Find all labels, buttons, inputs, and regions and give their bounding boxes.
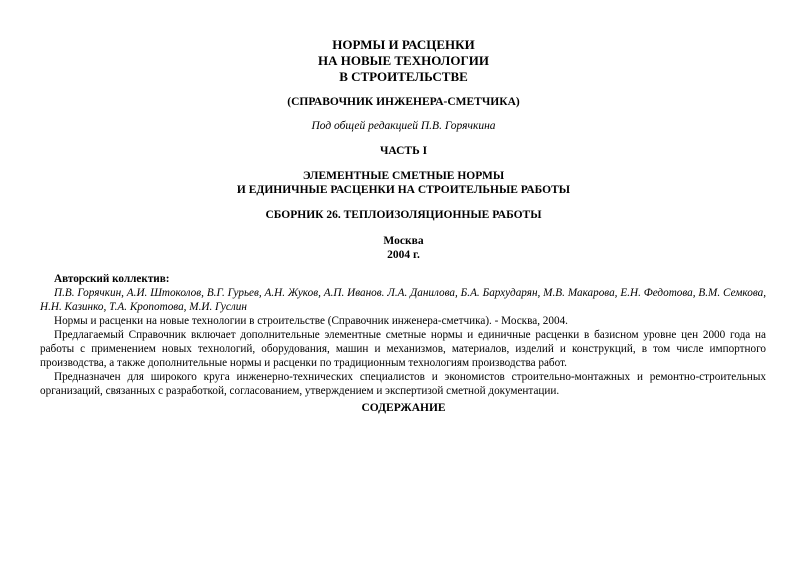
editor-line: Под общей редакцией П.В. Горячкина: [311, 120, 496, 132]
norms-line-2: И ЕДИНИЧНЫЕ РАСЦЕНКИ НА СТРОИТЕЛЬНЫЕ РАБОТЫ: [236, 184, 571, 196]
authors-label: Авторский коллектив:: [54, 273, 170, 285]
publication-place: [0, 234, 807, 262]
authors-names: П.В. Горячкин, А.И. Штоколов, В.Г. Гурьев, А.Н. Жуков, А.П. Иванов. Л.А. Данилова, Б.А. Бархударян, М.В. Макарова, Е.Н. Федотова, В.М. Семкова, Н.Н. Казинко, Т.А. Кропотова, М.И. Гуслин: [40, 287, 766, 313]
collection-heading: СБОРНИК 26. ТЕПЛОИЗОЛЯЦИОННЫЕ РАБОТЫ: [265, 209, 542, 221]
reference-line: Нормы и расценки на новые технологии в строительстве (Справочник инженера-сметчика). - Москва, 2004.: [54, 315, 568, 327]
document-subtitle: (СПРАВОЧНИК ИНЖЕНЕРА-СМЕТЧИКА): [287, 96, 520, 108]
contents-heading: СОДЕРЖАНИЕ: [361, 402, 446, 414]
title-line-2: НА НОВЫЕ ТЕХНОЛОГИИ: [318, 53, 489, 68]
city: Москва: [383, 235, 424, 247]
document-title: [0, 37, 807, 85]
title-line-3: В СТРОИТЕЛЬСТВЕ: [339, 69, 468, 84]
title-line-1: НОРМЫ И РАСЦЕНКИ: [332, 37, 475, 52]
norms-heading: [0, 169, 807, 197]
part-heading: ЧАСТЬ I: [379, 145, 428, 157]
description-paragraph-1: Предлагаемый Справочник включает дополнительные элементные сметные нормы и единичные расценки в базисном уровне цен 2000 года на работы с применением новых технологий, оборудования, машин и механизмов, материалов, изделий и конструкций, в том числе импортного производства, а также дополнительные нормы и расценки по традиционным технологиям производства работ.: [40, 329, 766, 369]
document-body: [40, 272, 766, 398]
description-paragraph-2: Предназначен для широкого круга инженерно-технических специалистов и экономистов строительно-монтажных и ремонтно-строительных организаций, связанных с разработкой, согласованием, утверждением и экспертизой сметной документации.: [40, 371, 766, 397]
year: 2004 г.: [387, 249, 420, 261]
norms-line-1: ЭЛЕМЕНТНЫЕ СМЕТНЫЕ НОРМЫ: [302, 170, 505, 182]
